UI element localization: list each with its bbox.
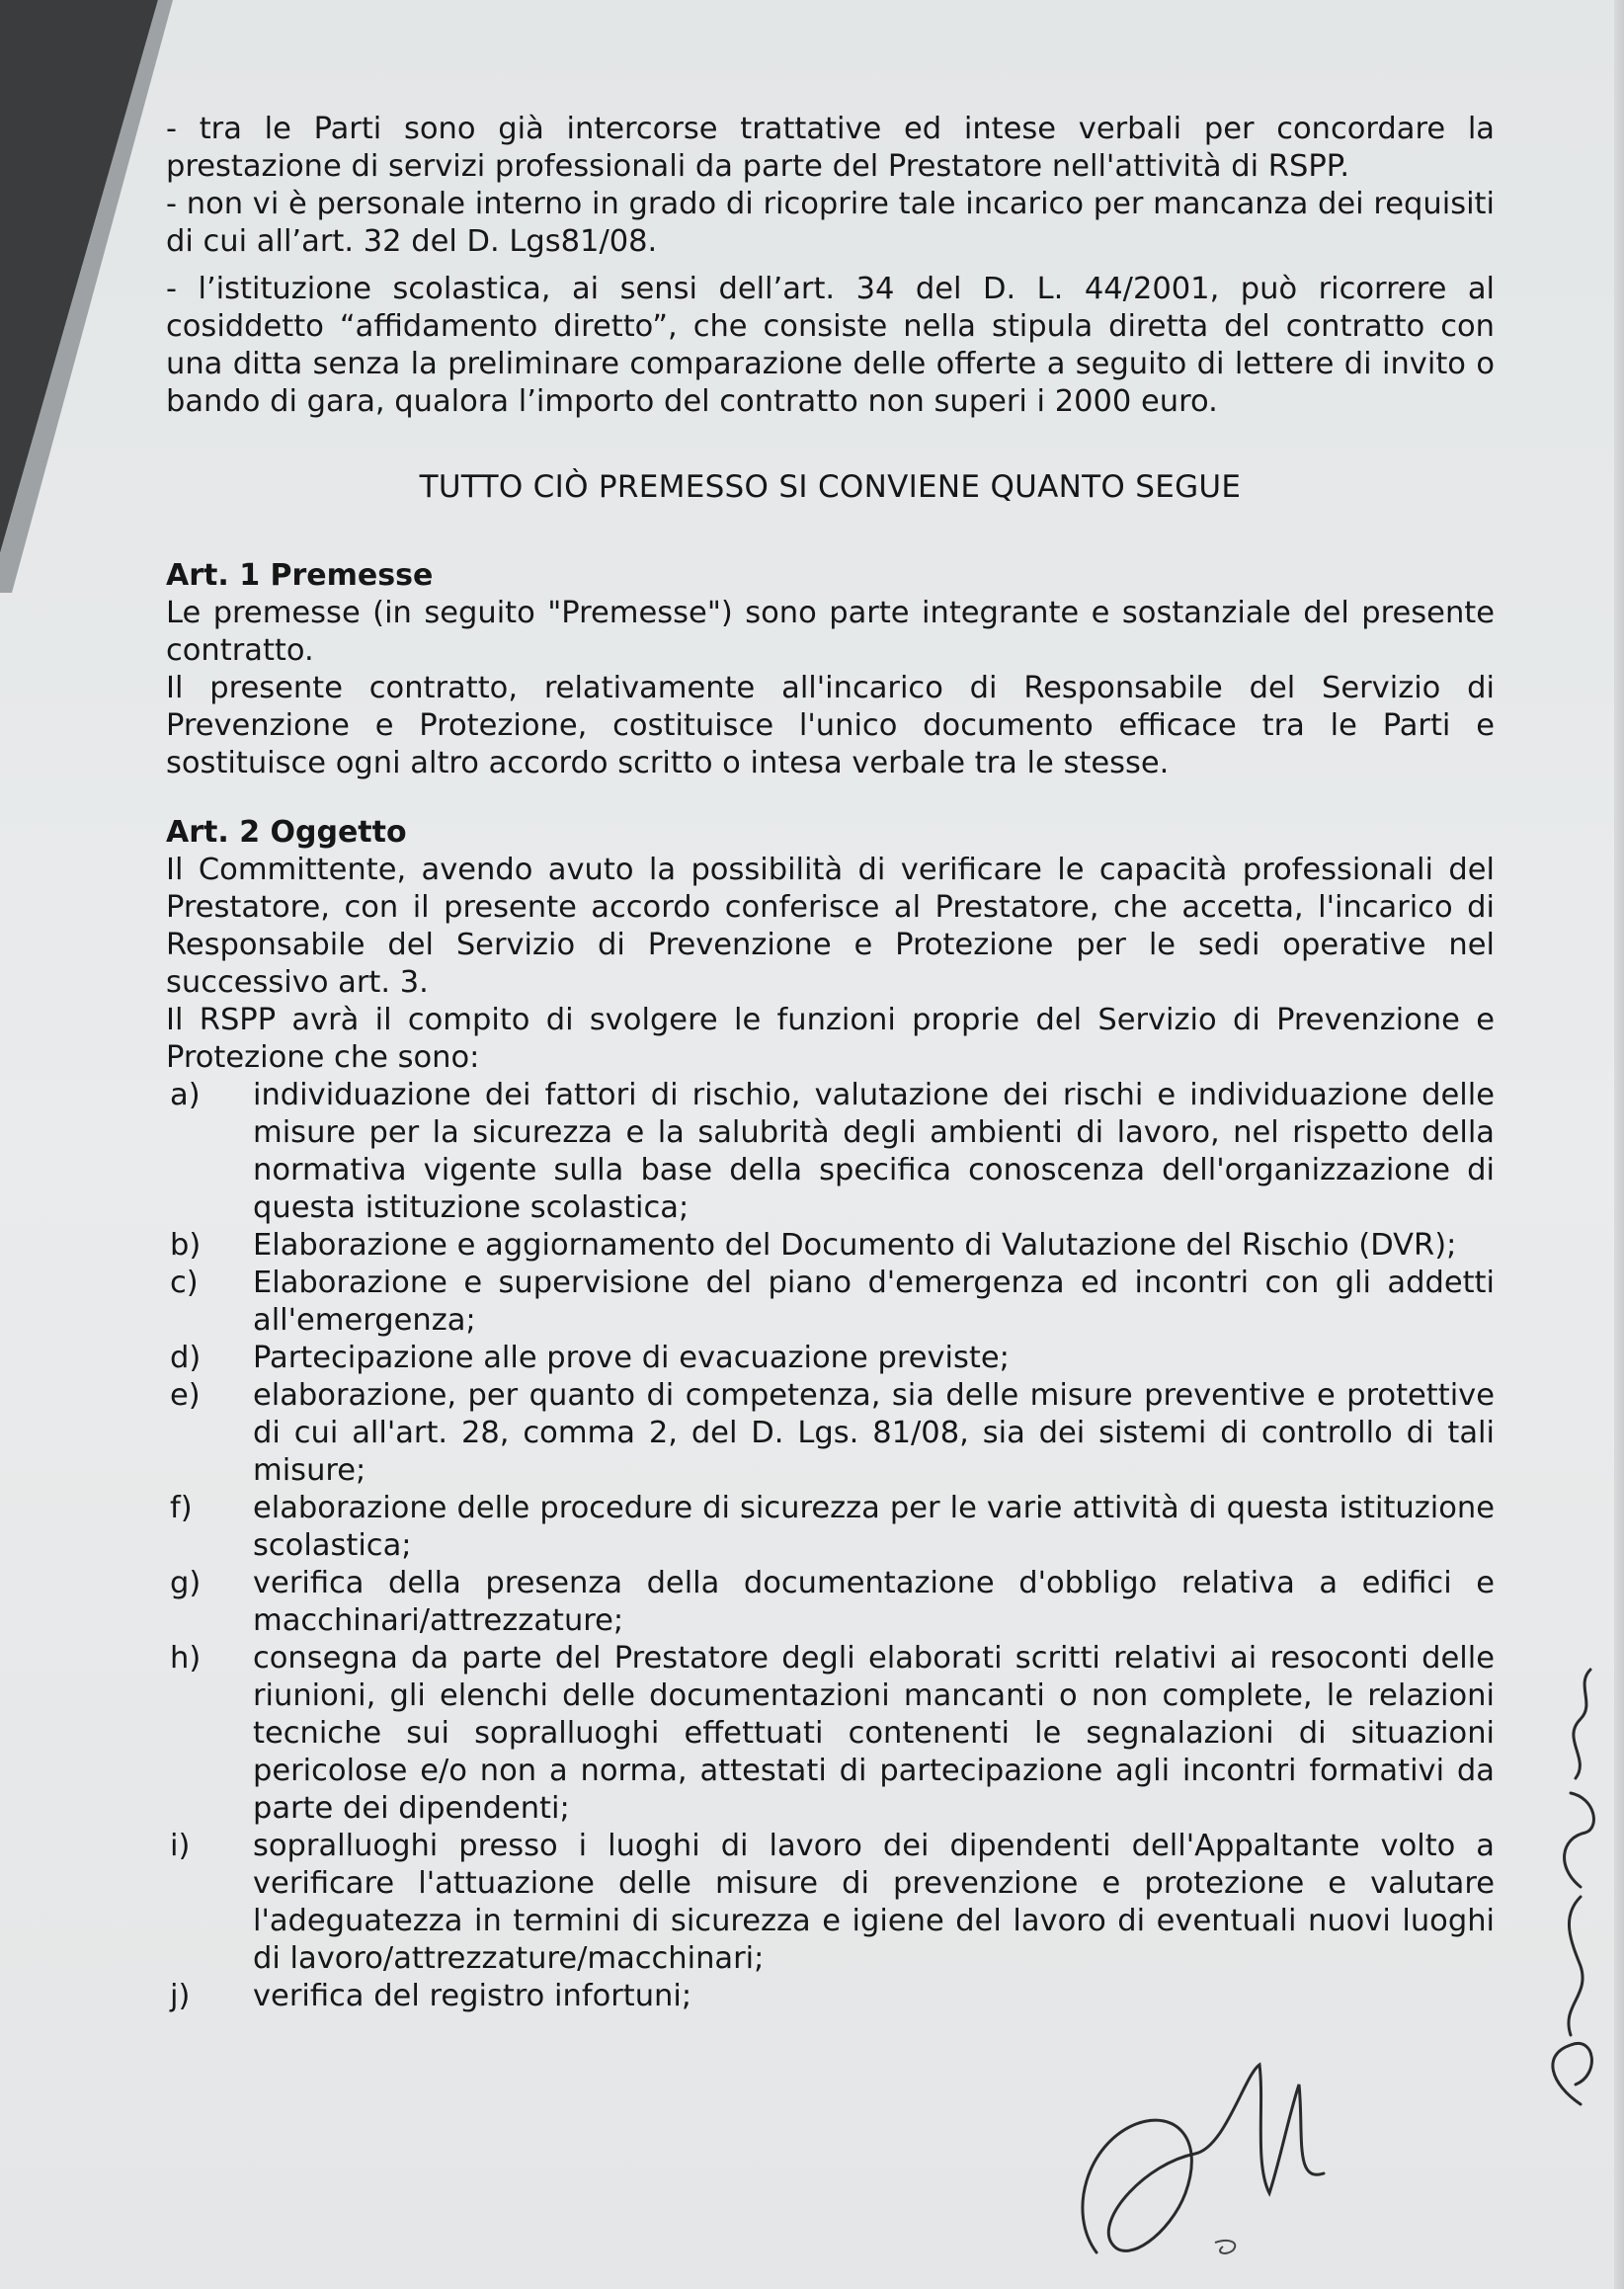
list-item-text: Partecipazione alle prove di evacuazione previste;	[253, 1341, 1010, 1375]
list-item	[166, 1340, 1495, 1377]
art2-heading: Art. 2 Oggetto	[166, 815, 407, 850]
duties-list	[166, 1077, 1495, 2015]
list-item-mark: h)	[170, 1641, 202, 1676]
list-item	[166, 1077, 1495, 1227]
list-item-mark: j)	[170, 1979, 191, 2013]
list-item-text: verifica della presenza della documentazione d'obbligo relativa a edifici e macchinari/attrezzature;	[253, 1566, 1495, 1638]
list-item-text: elaborazione, per quanto di competenza, sia delle misure preventive e protettive di cui all'art. 28, comma 2, del D. Lgs. 81/08, sia dei sistemi di controllo di tali misure;	[253, 1378, 1495, 1488]
list-item	[166, 1565, 1495, 1640]
list-item-text: verifica del registro infortuni;	[253, 1979, 692, 2013]
list-item-text: Elaborazione e aggiornamento del Documento di Valutazione del Rischio (DVR);	[253, 1228, 1457, 1263]
list-item-text: sopralluoghi presso i luoghi di lavoro dei dipendenti dell'Appaltante volto a verificare l'attuazione delle misure di prevenzione e protezione e valutare l'adeguatezza in termini di sicurezza e igiene del lavoro di eventuali nuovi luoghi di lavoro/attrezzature/macchinari;	[253, 1829, 1495, 1976]
list-item-mark: i)	[170, 1829, 191, 1863]
list-item	[166, 1978, 1495, 2015]
list-item-mark: d)	[170, 1341, 202, 1375]
list-item-mark: g)	[170, 1566, 202, 1600]
list-item	[166, 1828, 1495, 1978]
list-item	[166, 1377, 1495, 1490]
handwritten-signature-margin	[1521, 1660, 1620, 2124]
list-item-text: elaborazione delle procedure di sicurezza per le varie attività di questa istituzione scolastica;	[253, 1491, 1495, 1563]
section-title: TUTTO CIÒ PREMESSO SI CONVIENE QUANTO SEGUE	[419, 469, 1242, 505]
intro-paragraph-2: - non vi è personale interno in grado di ricoprire tale incarico per mancanza dei requisiti di cui all’art. 32 del D. Lgs81/08.	[166, 187, 1495, 259]
list-item	[166, 1227, 1495, 1265]
list-item-text: consegna da parte del Prestatore degli elaborati scritti relativi ai resoconti delle riunioni, gli elenchi delle documentazioni mancanti o non complete, le relazioni tecniche sui sopralluoghi effettuati contenenti le segnalazioni di situazioni pericolose e/o non a norma, attestati di partecipazione agli incontri formativi da parte dei dipendenti;	[253, 1641, 1495, 1826]
art2-paragraph-2: Il RSPP avrà il compito di svolgere le funzioni proprie del Servizio di Prevenzione e Protezione che sono:	[166, 1003, 1495, 1075]
list-item-text: Elaborazione e supervisione del piano d'emergenza ed incontri con gli addetti all'emergenza;	[253, 1266, 1495, 1338]
list-item-mark: e)	[170, 1378, 201, 1413]
document-body	[166, 111, 1495, 2015]
list-item	[166, 1265, 1495, 1340]
handwritten-signature-bottom	[1057, 2045, 1353, 2282]
list-item-mark: b)	[170, 1228, 202, 1263]
intro-paragraph-1: - tra le Parti sono già intercorse trattative ed intese verbali per concordare la prestazione di servizi professionali da parte del Prestatore nell'attività di RSPP.	[166, 112, 1495, 184]
art1-heading: Art. 1 Premesse	[166, 558, 434, 593]
list-item-text: individuazione dei fattori di rischio, valutazione dei rischi e individuazione delle misure per la sicurezza e la salubrità degli ambienti di lavoro, nel rispetto della normativa vigente sulla base della specifica conoscenza dell'organizzazione di questa istituzione scolastica;	[253, 1078, 1495, 1225]
art1-paragraph-1: Le premesse (in seguito "Premesse") sono parte integrante e sostanziale del presente contratto.	[166, 596, 1495, 668]
list-item	[166, 1490, 1495, 1565]
list-item	[166, 1640, 1495, 1828]
intro-paragraph-3: - l’istituzione scolastica, ai sensi dell’art. 34 del D. L. 44/2001, può ricorrere al cosiddetto “affidamento diretto”, che consiste nella stipula diretta del contratto con una ditta senza la preliminare comparazione delle offerte a seguito di lettere di invito o bando di gara, qualora l’importo del contratto non superi i 2000 euro.	[166, 272, 1495, 419]
list-item-mark: a)	[170, 1078, 201, 1112]
art2-paragraph-1: Il Committente, avendo avuto la possibilità di verificare le capacità professionali del Prestatore, con il presente accordo conferisce al Prestatore, che accetta, l'incarico di Responsabile del Servizio di Prevenzione e Protezione per le sedi operative nel successivo art. 3.	[166, 853, 1495, 1000]
list-item-mark: c)	[170, 1266, 199, 1300]
scan-right-edge	[1614, 0, 1624, 2289]
list-item-mark: f)	[170, 1491, 193, 1525]
art1-paragraph-2: Il presente contratto, relativamente all'incarico di Responsabile del Servizio di Prevenzione e Protezione, costituisce l'unico documento efficace tra le Parti e sostituisce ogni altro accordo scritto o intesa verbale tra le stesse.	[166, 671, 1495, 780]
